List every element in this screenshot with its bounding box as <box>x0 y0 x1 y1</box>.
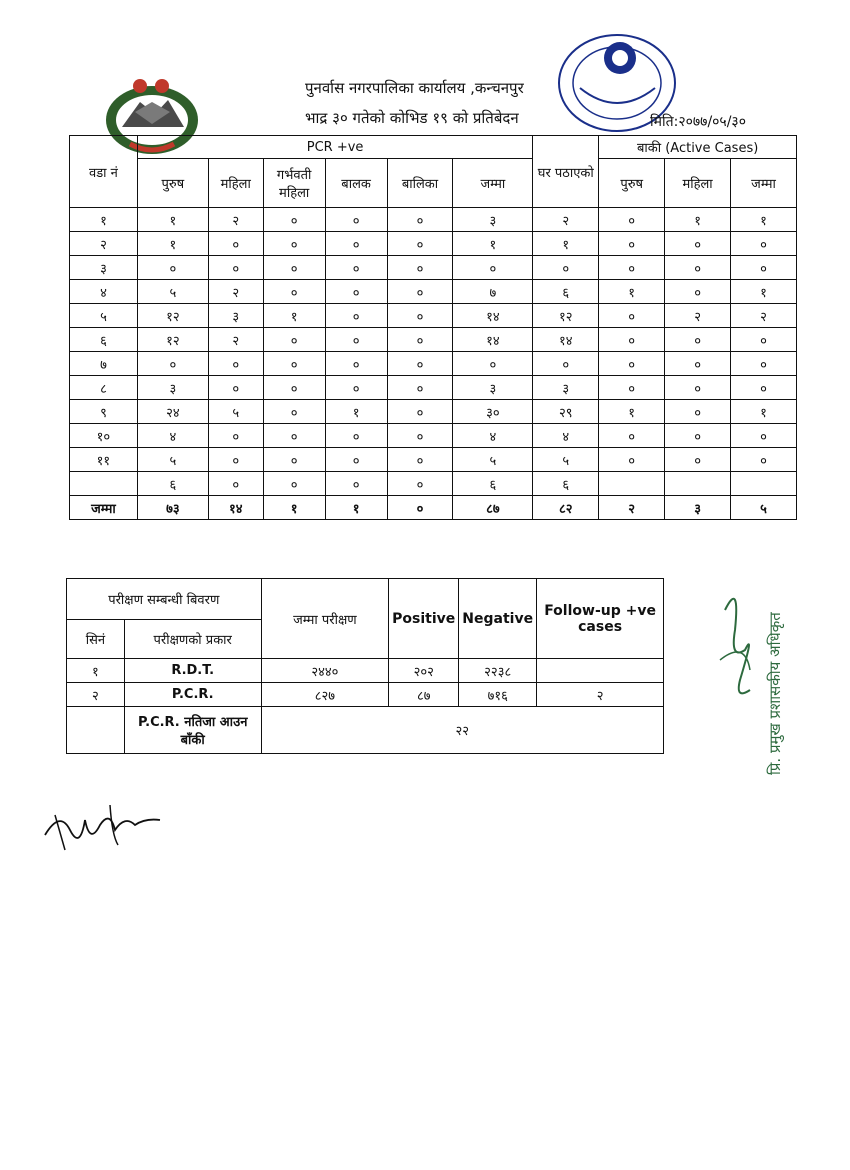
followup-cell: २ <box>537 683 664 707</box>
boy-cell: ० <box>325 256 387 280</box>
female-cell: ५ <box>208 400 263 424</box>
girl-header: बालिका <box>387 159 453 208</box>
active-total-cell: १ <box>731 208 797 232</box>
active-female-header: महिला <box>665 159 731 208</box>
sent-home-cell: ४ <box>533 424 599 448</box>
active-total-cell <box>731 472 797 496</box>
sent-home-cell: २ <box>533 208 599 232</box>
active-cases-header: बाकी (Active Cases) <box>599 136 797 159</box>
total-cell: ३० <box>453 400 533 424</box>
male-cell: ६ <box>137 472 208 496</box>
male-cell: १ <box>137 232 208 256</box>
boy-cell: ० <box>325 352 387 376</box>
active-female-cell: ० <box>665 400 731 424</box>
active-female-cell: ० <box>665 280 731 304</box>
active-female-cell: ० <box>665 328 731 352</box>
active-male-cell: ० <box>599 304 665 328</box>
active-female-cell: ० <box>665 232 731 256</box>
ward-cell: २ <box>70 232 138 256</box>
total-header: जम्मा <box>453 159 533 208</box>
male-cell: ४ <box>137 424 208 448</box>
girl-cell: ० <box>387 496 453 520</box>
table-row <box>70 376 797 400</box>
sn-cell <box>67 707 125 754</box>
table-row <box>70 304 797 328</box>
signature-right <box>705 570 815 770</box>
male-cell: ७३ <box>137 496 208 520</box>
total-cell: ५ <box>453 448 533 472</box>
active-male-cell: २ <box>599 496 665 520</box>
active-female-cell: ० <box>665 424 731 448</box>
active-total-cell: ० <box>731 352 797 376</box>
ward-cell: १ <box>70 208 138 232</box>
total-cell: ४ <box>453 424 533 448</box>
pregnant-cell: ० <box>263 448 325 472</box>
active-total-cell: ० <box>731 448 797 472</box>
active-male-cell: ० <box>599 448 665 472</box>
sent-home-cell: ५ <box>533 448 599 472</box>
active-male-cell: ० <box>599 232 665 256</box>
positive-cell: २०२ <box>389 659 459 683</box>
sent-home-cell: १ <box>533 232 599 256</box>
male-cell: ५ <box>137 448 208 472</box>
active-male-cell: १ <box>599 280 665 304</box>
total-cell: १४ <box>453 328 533 352</box>
ward-cell: ३ <box>70 256 138 280</box>
negative-header: Negative <box>459 579 537 659</box>
active-total-cell: ० <box>731 376 797 400</box>
boy-cell: ० <box>325 376 387 400</box>
active-female-cell: ० <box>665 352 731 376</box>
pregnant-header: गर्भवती महिला <box>263 159 325 208</box>
active-male-cell: ० <box>599 328 665 352</box>
ward-cell: ४ <box>70 280 138 304</box>
ward-header: वडा नं <box>70 136 138 208</box>
boy-header: बालक <box>325 159 387 208</box>
ward-cell: ११ <box>70 448 138 472</box>
male-cell: १२ <box>137 328 208 352</box>
girl-cell: ० <box>387 208 453 232</box>
table-row <box>70 352 797 376</box>
table-row <box>70 256 797 280</box>
female-cell: ० <box>208 352 263 376</box>
sent-home-cell: ३ <box>533 376 599 400</box>
boy-cell: ० <box>325 448 387 472</box>
pregnant-cell: ० <box>263 352 325 376</box>
girl-cell: ० <box>387 400 453 424</box>
sn-header: सिनं <box>67 620 125 659</box>
girl-cell: ० <box>387 448 453 472</box>
active-total-cell: ० <box>731 256 797 280</box>
pregnant-cell: ० <box>263 328 325 352</box>
signatory-title: प्रि. प्रमुख प्रशासकीय अधिकृत <box>766 612 784 775</box>
total-tests-cell: २४४० <box>261 659 389 683</box>
active-male-cell: १ <box>599 400 665 424</box>
active-female-cell: ० <box>665 448 731 472</box>
total-cell: ० <box>453 352 533 376</box>
signature-left <box>40 790 170 860</box>
pregnant-cell: ० <box>263 400 325 424</box>
followup-cell <box>537 659 664 683</box>
total-cell: १४ <box>453 304 533 328</box>
ward-cell: १० <box>70 424 138 448</box>
boy-cell: ० <box>325 328 387 352</box>
female-cell: २ <box>208 208 263 232</box>
table-row <box>70 400 797 424</box>
male-cell: ५ <box>137 280 208 304</box>
male-cell: १२ <box>137 304 208 328</box>
table-row <box>70 208 797 232</box>
active-total-cell: ० <box>731 424 797 448</box>
total-cell: १ <box>453 232 533 256</box>
table-row <box>70 280 797 304</box>
sent-home-cell: ६ <box>533 280 599 304</box>
negative-cell: ७१६ <box>459 683 537 707</box>
ward-cell: ६ <box>70 328 138 352</box>
pregnant-cell: ० <box>263 256 325 280</box>
total-row <box>70 496 797 520</box>
girl-cell: ० <box>387 304 453 328</box>
sn-cell: १ <box>67 659 125 683</box>
total-cell: ० <box>453 256 533 280</box>
sent-home-cell: १४ <box>533 328 599 352</box>
girl-cell: ० <box>387 472 453 496</box>
active-female-cell: २ <box>665 304 731 328</box>
female-cell: १४ <box>208 496 263 520</box>
pregnant-cell: ० <box>263 424 325 448</box>
page-title: पुनर्वास नगरपालिका कार्यालय ,कन्चनपुर <box>305 79 524 97</box>
female-cell: ० <box>208 256 263 280</box>
pending-value-cell: २२ <box>261 707 663 754</box>
test-type-header: परीक्षणको प्रकार <box>124 620 261 659</box>
total-cell: ३ <box>453 376 533 400</box>
female-cell: ३ <box>208 304 263 328</box>
boy-cell: १ <box>325 496 387 520</box>
sent-home-cell: ० <box>533 256 599 280</box>
female-cell: ० <box>208 376 263 400</box>
total-cell: ७ <box>453 280 533 304</box>
girl-cell: ० <box>387 232 453 256</box>
ward-covid-table <box>69 135 797 520</box>
active-male-header: पुरुष <box>599 159 665 208</box>
test-type-cell: P.C.R. <box>124 683 261 707</box>
ward-cell: ९ <box>70 400 138 424</box>
pregnant-cell: ० <box>263 472 325 496</box>
girl-cell: ० <box>387 352 453 376</box>
pregnant-cell: ० <box>263 208 325 232</box>
ward-cell <box>70 472 138 496</box>
boy-cell: ० <box>325 208 387 232</box>
active-female-cell <box>665 472 731 496</box>
female-cell: २ <box>208 280 263 304</box>
table-row <box>70 232 797 256</box>
total-tests-cell: ८२७ <box>261 683 389 707</box>
test-details-table <box>66 578 664 754</box>
active-female-cell: ० <box>665 256 731 280</box>
sent-home-cell: ६ <box>533 472 599 496</box>
sent-home-cell: १२ <box>533 304 599 328</box>
female-cell: ० <box>208 448 263 472</box>
female-cell: २ <box>208 328 263 352</box>
active-female-cell: ३ <box>665 496 731 520</box>
ward-cell: ५ <box>70 304 138 328</box>
total-cell: ३ <box>453 208 533 232</box>
active-total-cell: २ <box>731 304 797 328</box>
male-cell: ३ <box>137 376 208 400</box>
report-subtitle: भाद्र ३० गतेको कोभिड १९ को प्रतिबेदन <box>305 109 519 127</box>
active-total-cell: १ <box>731 280 797 304</box>
pregnant-cell: ० <box>263 280 325 304</box>
table-row <box>70 448 797 472</box>
ward-cell: ८ <box>70 376 138 400</box>
female-cell: ० <box>208 472 263 496</box>
pregnant-cell: १ <box>263 304 325 328</box>
boy-cell: ० <box>325 472 387 496</box>
active-male-cell: ० <box>599 256 665 280</box>
negative-cell: २२३८ <box>459 659 537 683</box>
active-total-header: जम्मा <box>731 159 797 208</box>
table-row <box>70 328 797 352</box>
test-details-header: परीक्षण सम्बन्धी बिवरण <box>67 579 262 620</box>
positive-cell: ८७ <box>389 683 459 707</box>
total-cell: ८७ <box>453 496 533 520</box>
positive-header: Positive <box>389 579 459 659</box>
test-type-cell: R.D.T. <box>124 659 261 683</box>
male-cell: २४ <box>137 400 208 424</box>
sent-home-header: घर पठाएको <box>533 136 599 208</box>
active-male-cell: ० <box>599 352 665 376</box>
active-male-cell <box>599 472 665 496</box>
pregnant-cell: १ <box>263 496 325 520</box>
male-cell: १ <box>137 208 208 232</box>
sent-home-cell: ८२ <box>533 496 599 520</box>
male-cell: ० <box>137 256 208 280</box>
female-cell: ० <box>208 232 263 256</box>
table-row <box>70 424 797 448</box>
boy-cell: ० <box>325 304 387 328</box>
table-row <box>67 683 664 707</box>
report-date: मिति:२०७७/०५/३० <box>650 114 746 130</box>
table-row <box>70 472 797 496</box>
female-header: महिला <box>208 159 263 208</box>
pcr-positive-header: PCR +ve <box>137 136 532 159</box>
sent-home-cell: २९ <box>533 400 599 424</box>
active-total-cell: ५ <box>731 496 797 520</box>
boy-cell: १ <box>325 400 387 424</box>
boy-cell: ० <box>325 424 387 448</box>
active-female-cell: १ <box>665 208 731 232</box>
pregnant-cell: ० <box>263 376 325 400</box>
girl-cell: ० <box>387 328 453 352</box>
table-row <box>67 659 664 683</box>
boy-cell: ० <box>325 280 387 304</box>
pending-label-cell: P.C.R. नतिजा आउन बाँकी <box>124 707 261 754</box>
total-tests-header: जम्मा परीक्षण <box>261 579 389 659</box>
boy-cell: ० <box>325 232 387 256</box>
active-total-cell: १ <box>731 400 797 424</box>
sent-home-cell: ० <box>533 352 599 376</box>
active-male-cell: ० <box>599 208 665 232</box>
followup-header: Follow-up +ve cases <box>537 579 664 659</box>
female-cell: ० <box>208 424 263 448</box>
girl-cell: ० <box>387 424 453 448</box>
girl-cell: ० <box>387 256 453 280</box>
pregnant-cell: ० <box>263 232 325 256</box>
active-male-cell: ० <box>599 376 665 400</box>
table-row <box>67 707 664 754</box>
ward-cell: ७ <box>70 352 138 376</box>
girl-cell: ० <box>387 376 453 400</box>
girl-cell: ० <box>387 280 453 304</box>
ward-cell: जम्मा <box>70 496 138 520</box>
active-total-cell: ० <box>731 328 797 352</box>
active-total-cell: ० <box>731 232 797 256</box>
active-female-cell: ० <box>665 376 731 400</box>
male-header: पुरुष <box>137 159 208 208</box>
active-male-cell: ० <box>599 424 665 448</box>
sn-cell: २ <box>67 683 125 707</box>
male-cell: ० <box>137 352 208 376</box>
total-cell: ६ <box>453 472 533 496</box>
